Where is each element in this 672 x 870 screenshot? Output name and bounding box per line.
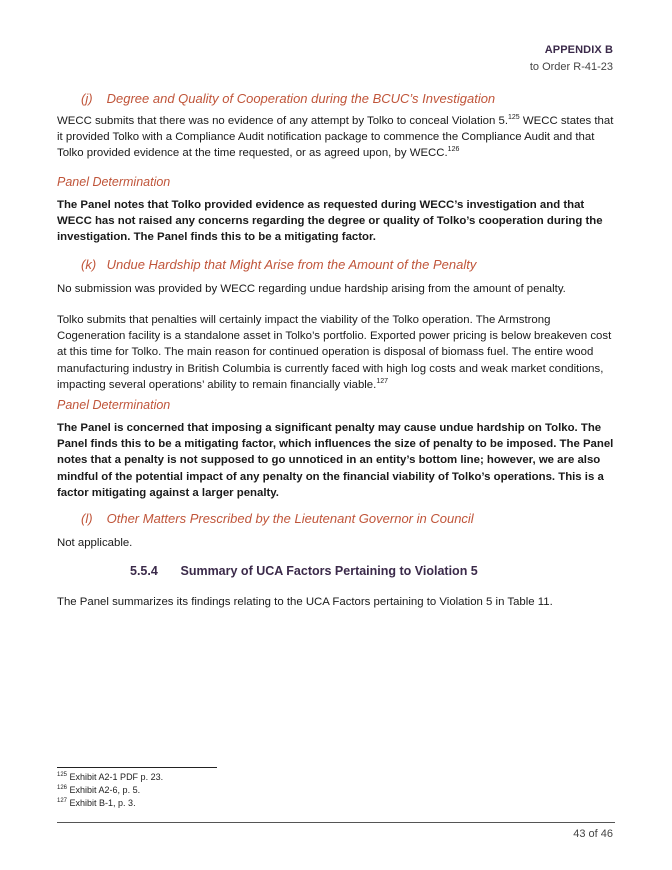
paragraph-text: Tolko submits that penalties will certainly impact the viability of the Tolko operation. The Armstrong Cogeneration facility is a standalone asset in Tolko’s portfolio. Exported power pricing is below breakeven cost at this time for Tolko. The main reason for continued operation is disposal of biomass fuel. The entire wood manufacturing industry in British Columbia is currently faced with high log costs and weak market conditions, impacting several operations’ ability to remain financially viable. (57, 314, 612, 391)
subsection-title: Undue Hardship that Might Arise from the Amount of the Penalty (106, 257, 477, 272)
section-heading-5-5-4 (130, 564, 478, 578)
subsection-label: (j) (81, 91, 93, 106)
appendix-title: APPENDIX B (544, 44, 613, 56)
footnote-text: Exhibit A2-1 PDF p. 23. (69, 772, 164, 782)
paragraph-l-1: Not applicable. (57, 537, 133, 549)
subsection-label: (l) (81, 511, 93, 526)
footnote-number: 125 (57, 772, 68, 778)
subsection-heading-j (81, 91, 495, 106)
footnote-ref[interactable]: 127 (376, 378, 388, 386)
footer-separator (57, 822, 615, 823)
panel-determination-heading: Panel Determination (57, 175, 171, 189)
footnote-125 (57, 772, 163, 782)
footnote-ref[interactable]: 125 (508, 114, 520, 122)
paragraph-text: WECC submits that there was no evidence of any attempt by Tolko to conceal Violation 5. (57, 115, 509, 127)
footnote-separator (57, 767, 217, 768)
paragraph-text: WECC states that it provided Tolko with a Compliance Audit notification package to commence the Compliance Audit and that Tolko provided evidence at the time requested, or as agreed upon, by WECC. (57, 115, 614, 160)
paragraph-k-2 (57, 312, 617, 393)
subsection-title: Other Matters Prescribed by the Lieutenant Governor in Council (106, 511, 474, 526)
section-title: Summary of UCA Factors Pertaining to Violation 5 (180, 564, 478, 578)
footnote-ref[interactable]: 126 (447, 146, 460, 154)
footnote-number: 126 (57, 785, 68, 791)
subsection-heading-k (81, 257, 476, 272)
paragraph-j-1 (57, 113, 617, 162)
footnote-127 (57, 798, 136, 808)
paragraph-5-5-4: The Panel summarizes its findings relating to the UCA Factors pertaining to Violation 5 in Table 11. (57, 596, 553, 608)
footnote-126 (57, 785, 140, 795)
panel-determination-j: The Panel notes that Tolko provided evidence as requested during WECC’s investigation and that WECC has not raised any concerns regarding the degree or quality of Tolko’s cooperation during the investigation. The Panel finds this to be a mitigating factor. (57, 199, 603, 244)
footnote-text: Exhibit A2-6, p. 5. (69, 785, 141, 795)
subsection-label: (k) (81, 257, 97, 272)
section-number: 5.5.4 (130, 564, 158, 578)
order-reference: to Order R-41-23 (529, 61, 613, 73)
panel-determination-heading: Panel Determination (57, 398, 171, 412)
subsection-heading-l (81, 511, 474, 526)
panel-determination-k: The Panel is concerned that imposing a significant penalty may cause undue hardship on Tolko. The Panel finds this to be a mitigating factor, which influences the size of penalty to be imposed. The Panel notes that a penalty is not supposed to go unnoticed in an entity’s bottom line; however, we are also mindful of the potential impact of any penalty on the financial viability of Tolko’s operations. This is a factor mitigating against a larger penalty. (57, 422, 614, 499)
subsection-title: Degree and Quality of Cooperation during the BCUC’s Investigation (106, 91, 496, 106)
footnote-number: 127 (57, 798, 68, 804)
page-number: 43 of 46 (573, 828, 613, 840)
paragraph-k-1: No submission was provided by WECC regarding undue hardship arising from the amount of penalty. (57, 283, 566, 295)
footnote-text: Exhibit B-1, p. 3. (69, 798, 136, 808)
